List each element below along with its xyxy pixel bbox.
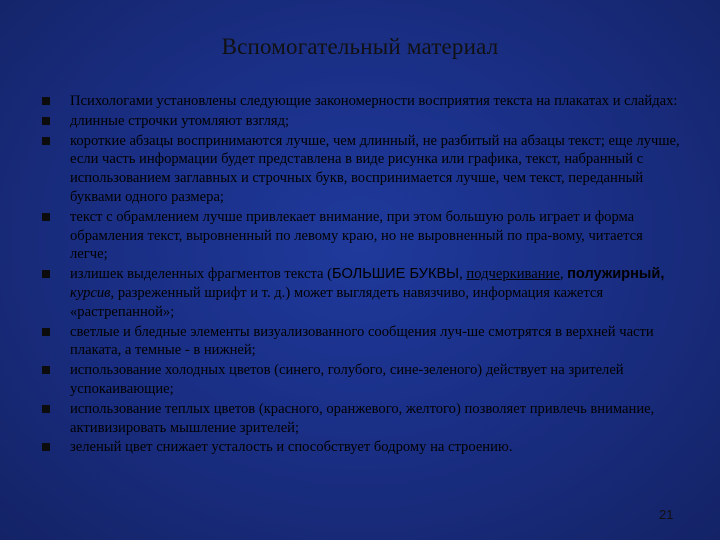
bullet-list	[40, 92, 680, 458]
page-number: 21	[659, 507, 674, 522]
square-bullet-icon	[42, 270, 50, 278]
square-bullet-icon	[42, 213, 50, 221]
square-bullet-icon	[42, 137, 50, 145]
list-item	[40, 132, 680, 207]
list-item-text: длинные строчки утомляют взгляд;	[70, 112, 290, 129]
list-item-text: зеленый цвет снижает усталость и способствует бодрому на строению.	[70, 439, 513, 456]
square-bullet-icon	[42, 97, 50, 105]
bold-text: полужирный,	[567, 266, 665, 283]
square-bullet-icon	[42, 117, 50, 125]
square-bullet-icon	[42, 328, 50, 336]
list-item	[40, 361, 680, 399]
list-item-text: светлые и бледные элементы визуализованного сообщения луч-ше смотрятся в верхней части плаката, а темные - в нижней;	[70, 323, 654, 359]
list-item-text: излишек выделенных фрагментов текста (БОЛЬШИЕ БУКВЫ, подчеркивание, полужирный, курсив, разреженный шрифт и т. д.) может выглядеть навязчиво, информация кажется «растрепанной»;	[70, 266, 665, 320]
square-bullet-icon	[42, 405, 50, 413]
list-item	[40, 92, 680, 111]
list-item	[40, 208, 680, 264]
list-item	[40, 438, 680, 457]
slide-title: Вспомогательный материал	[221, 34, 499, 59]
italic-text: курсив	[70, 284, 111, 301]
list-item-text: использование теплых цветов (красного, оранжевого, желтого) позволяет привлечь внимание, активизировать мышление зрителей;	[70, 400, 655, 436]
list-item-text: текст с обрамлением лучше привлекает внимание, при этом большую роль играет и форма обрамления текст, выровненный по левому краю, но не выровненный по пра-вому, читается легче;	[70, 208, 643, 263]
list-item	[40, 265, 680, 321]
caps-text: БОЛЬШИЕ БУКВЫ	[332, 266, 460, 283]
list-item-text: использование холодных цветов (синего, голубого, сине-зеленого) действует на зрителей успокаивающие;	[70, 362, 624, 397]
square-bullet-icon	[42, 443, 50, 451]
list-item	[40, 323, 680, 361]
list-item	[40, 112, 680, 131]
underlined-text: подчеркивание	[466, 266, 560, 283]
list-item-text: короткие абзацы воспринимаются лучше, чем длинный, не разбитый на абзацы текст; еще лучше, если часть информации будет представлена в виде рисунка или графика, текст, набранный с использованием заглавных и строчных букв, воспринимается лучше, чем текст, переданный буквами одного размера;	[70, 132, 680, 205]
list-item	[40, 400, 680, 438]
square-bullet-icon	[42, 366, 50, 374]
list-item-text: Психологами установлены следующие закономерности восприятия текста на плакатах и слайдах:	[70, 93, 678, 109]
